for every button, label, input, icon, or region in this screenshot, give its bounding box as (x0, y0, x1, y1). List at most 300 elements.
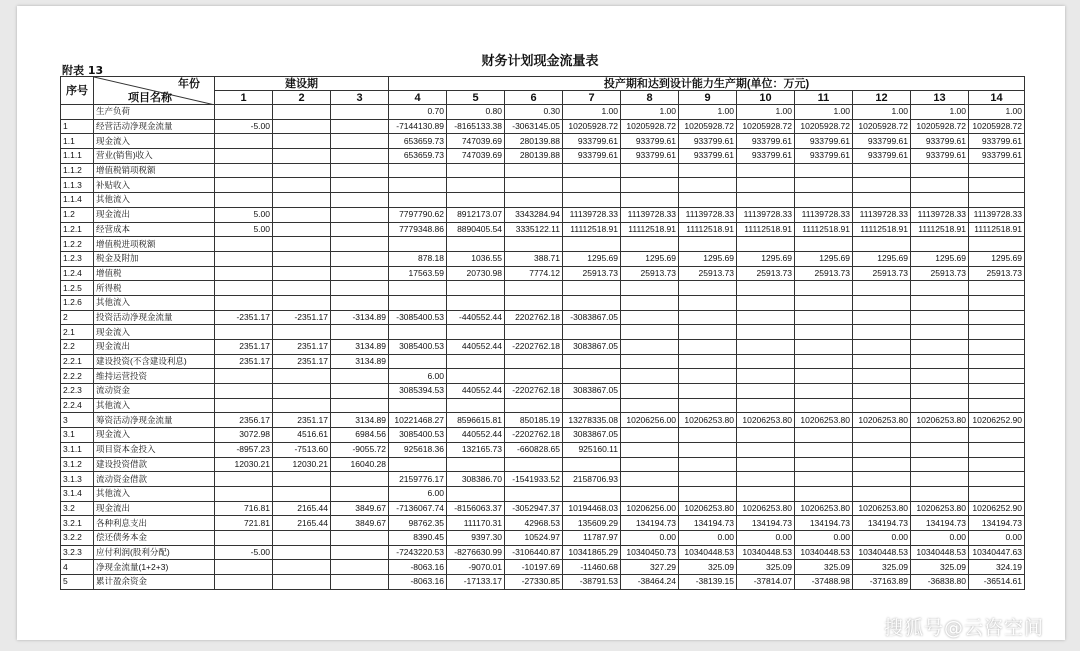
value-cell (969, 310, 1025, 325)
value-cell: 1.00 (795, 105, 853, 120)
value-cell: 10206256.00 (621, 501, 679, 516)
value-cell (853, 384, 911, 399)
row-item-name: 偿还债务本金 (94, 530, 215, 545)
value-cell (331, 237, 389, 252)
value-cell (621, 295, 679, 310)
value-cell (621, 472, 679, 487)
value-cell (911, 472, 969, 487)
value-cell (331, 530, 389, 545)
value-cell (911, 281, 969, 296)
value-cell (273, 325, 331, 340)
value-cell (853, 442, 911, 457)
value-cell: 10205928.72 (737, 119, 795, 134)
value-cell: 11787.97 (563, 530, 621, 545)
value-cell (331, 222, 389, 237)
serial-header: 序号 (61, 77, 94, 105)
value-cell (911, 428, 969, 443)
value-cell: 0.00 (621, 530, 679, 545)
value-cell: -9055.72 (331, 442, 389, 457)
value-cell (273, 384, 331, 399)
row-serial: 2.2.1 (61, 354, 94, 369)
value-cell (273, 369, 331, 384)
value-cell: 11139728.33 (563, 207, 621, 222)
table-row (61, 134, 1025, 149)
value-cell (911, 310, 969, 325)
table-row (61, 340, 1025, 355)
value-cell (911, 340, 969, 355)
value-cell (563, 281, 621, 296)
value-cell (273, 237, 331, 252)
value-cell: 17563.59 (389, 266, 447, 281)
value-cell (737, 428, 795, 443)
value-cell (621, 457, 679, 472)
value-cell (563, 369, 621, 384)
value-cell (679, 281, 737, 296)
value-cell: 2351.17 (273, 340, 331, 355)
table-row (61, 472, 1025, 487)
table-row (61, 266, 1025, 281)
value-cell: 134194.73 (737, 516, 795, 531)
value-cell (331, 207, 389, 222)
value-cell: 3134.89 (331, 413, 389, 428)
table-row (61, 237, 1025, 252)
value-cell (911, 442, 969, 457)
value-cell (911, 295, 969, 310)
value-cell: 11112518.91 (795, 222, 853, 237)
value-cell: -8063.16 (389, 560, 447, 575)
value-cell: 10205928.72 (563, 119, 621, 134)
value-cell (273, 295, 331, 310)
row-item-name: 维持运营投资 (94, 369, 215, 384)
value-cell (505, 193, 563, 208)
value-cell: -1541933.52 (505, 472, 563, 487)
value-cell (215, 134, 273, 149)
row-item-name: 增值税 (94, 266, 215, 281)
value-cell: 10206253.80 (679, 501, 737, 516)
table-row (61, 295, 1025, 310)
value-cell: 933799.61 (563, 149, 621, 164)
table-row (61, 354, 1025, 369)
value-cell: -36838.80 (911, 575, 969, 590)
value-cell: -3106440.87 (505, 545, 563, 560)
value-cell (505, 237, 563, 252)
value-cell (563, 237, 621, 252)
value-cell (215, 266, 273, 281)
row-item-name: 其他流入 (94, 295, 215, 310)
table-row (61, 501, 1025, 516)
row-serial: 2 (61, 310, 94, 325)
value-cell (563, 457, 621, 472)
value-cell (853, 295, 911, 310)
value-cell (853, 428, 911, 443)
value-cell (389, 325, 447, 340)
value-cell (853, 310, 911, 325)
value-cell: 0.70 (389, 105, 447, 120)
value-cell (969, 178, 1025, 193)
value-cell: 2356.17 (215, 413, 273, 428)
value-cell: 325.09 (737, 560, 795, 575)
value-cell: 653659.73 (389, 149, 447, 164)
value-cell: 0.80 (447, 105, 505, 120)
value-cell (389, 163, 447, 178)
value-cell (853, 237, 911, 252)
value-cell (679, 384, 737, 399)
row-item-name: 各种利息支出 (94, 516, 215, 531)
row-item-name: 其他流入 (94, 193, 215, 208)
value-cell (331, 251, 389, 266)
value-cell (563, 178, 621, 193)
value-cell: 0.30 (505, 105, 563, 120)
value-cell (911, 384, 969, 399)
value-cell (215, 472, 273, 487)
value-cell: 933799.61 (679, 149, 737, 164)
value-cell (447, 486, 505, 501)
value-cell (969, 398, 1025, 413)
value-cell: 747039.69 (447, 134, 505, 149)
value-cell: 8912173.07 (447, 207, 505, 222)
value-cell (273, 560, 331, 575)
value-cell (795, 163, 853, 178)
value-cell: -9070.01 (447, 560, 505, 575)
value-cell: 10206253.80 (737, 413, 795, 428)
table-row (61, 178, 1025, 193)
value-cell: 11112518.91 (679, 222, 737, 237)
table-row (61, 398, 1025, 413)
value-cell: 3085394.53 (389, 384, 447, 399)
row-item-name: 现金流入 (94, 134, 215, 149)
value-cell (215, 281, 273, 296)
value-cell: 10206253.80 (853, 413, 911, 428)
row-serial: 1.2.6 (61, 295, 94, 310)
year-column-header: 6 (505, 91, 563, 105)
row-serial: 1.2.3 (61, 251, 94, 266)
value-cell (273, 266, 331, 281)
value-cell: 933799.61 (679, 134, 737, 149)
watermark: 搜狐号@云咨空间 (884, 617, 1045, 639)
value-cell (331, 193, 389, 208)
value-cell (331, 486, 389, 501)
value-cell: -2202762.18 (505, 384, 563, 399)
value-cell: 10205928.72 (969, 119, 1025, 134)
value-cell (389, 237, 447, 252)
value-cell: 716.81 (215, 501, 273, 516)
value-cell: 324.19 (969, 560, 1025, 575)
value-cell: 325.09 (679, 560, 737, 575)
year-column-header: 3 (331, 91, 389, 105)
row-item-name: 所得税 (94, 281, 215, 296)
table-row (61, 486, 1025, 501)
value-cell: 11112518.91 (853, 222, 911, 237)
value-cell: 2351.17 (215, 354, 273, 369)
value-cell (853, 340, 911, 355)
value-cell (621, 398, 679, 413)
value-cell (795, 428, 853, 443)
value-cell: 25913.73 (563, 266, 621, 281)
value-cell (215, 149, 273, 164)
value-cell (795, 325, 853, 340)
value-cell: 3849.67 (331, 516, 389, 531)
value-cell (969, 281, 1025, 296)
value-cell (215, 486, 273, 501)
value-cell (969, 325, 1025, 340)
value-cell (969, 472, 1025, 487)
table-row (61, 281, 1025, 296)
year-column-header: 10 (737, 91, 795, 105)
value-cell (331, 178, 389, 193)
value-cell (795, 281, 853, 296)
value-cell (679, 442, 737, 457)
table-row (61, 163, 1025, 178)
year-column-header: 8 (621, 91, 679, 105)
row-item-name: 流动资金借款 (94, 472, 215, 487)
value-cell (331, 560, 389, 575)
row-serial (61, 105, 94, 120)
value-cell (911, 354, 969, 369)
year-column-header: 11 (795, 91, 853, 105)
value-cell: 440552.44 (447, 384, 505, 399)
table-label: 附表 13 (62, 64, 104, 77)
value-cell (795, 178, 853, 193)
value-cell: 3085400.53 (389, 428, 447, 443)
value-cell (969, 442, 1025, 457)
value-cell: 10340448.53 (737, 545, 795, 560)
row-item-name: 投资活动净现金流量 (94, 310, 215, 325)
value-cell (273, 486, 331, 501)
cash-flow-table (60, 76, 1025, 590)
row-item-name: 现金流出 (94, 207, 215, 222)
value-cell: 8390.45 (389, 530, 447, 545)
value-cell (853, 178, 911, 193)
value-cell (273, 119, 331, 134)
value-cell: 134194.73 (621, 516, 679, 531)
value-cell (331, 384, 389, 399)
value-cell: -2202762.18 (505, 428, 563, 443)
value-cell (679, 340, 737, 355)
row-serial: 3.2.2 (61, 530, 94, 545)
row-serial: 1.1.2 (61, 163, 94, 178)
value-cell (853, 472, 911, 487)
row-serial: 3.2.1 (61, 516, 94, 531)
value-cell: 1036.55 (447, 251, 505, 266)
value-cell (911, 325, 969, 340)
value-cell (737, 193, 795, 208)
value-cell (505, 354, 563, 369)
value-cell: 653659.73 (389, 134, 447, 149)
value-cell: 10205928.72 (621, 119, 679, 134)
value-cell: 10206252.90 (969, 413, 1025, 428)
row-serial: 1.2.1 (61, 222, 94, 237)
value-cell: -3134.89 (331, 310, 389, 325)
row-serial: 1.2.2 (61, 237, 94, 252)
value-cell: 5.00 (215, 222, 273, 237)
value-cell: 13278335.08 (563, 413, 621, 428)
value-cell (273, 149, 331, 164)
value-cell (273, 222, 331, 237)
value-cell (273, 575, 331, 590)
value-cell (795, 369, 853, 384)
value-cell: 3849.67 (331, 501, 389, 516)
value-cell (621, 428, 679, 443)
value-cell (737, 325, 795, 340)
value-cell (969, 163, 1025, 178)
value-cell (331, 134, 389, 149)
value-cell (679, 369, 737, 384)
table-body (61, 105, 1025, 590)
value-cell (331, 472, 389, 487)
value-cell (795, 472, 853, 487)
value-cell: 1295.69 (795, 251, 853, 266)
value-cell (795, 340, 853, 355)
value-cell (273, 251, 331, 266)
value-cell (563, 486, 621, 501)
value-cell (505, 457, 563, 472)
value-cell (969, 457, 1025, 472)
value-cell: 25913.73 (911, 266, 969, 281)
value-cell (563, 193, 621, 208)
value-cell (621, 340, 679, 355)
value-cell: 327.29 (621, 560, 679, 575)
value-cell (389, 193, 447, 208)
value-cell (389, 281, 447, 296)
row-item-name: 现金流出 (94, 501, 215, 516)
value-cell (331, 295, 389, 310)
value-cell: 11139728.33 (737, 207, 795, 222)
value-cell (215, 295, 273, 310)
row-item-name: 筹资活动净现金流量 (94, 413, 215, 428)
value-cell: 933799.61 (737, 134, 795, 149)
value-cell: 7774.12 (505, 266, 563, 281)
value-cell (853, 354, 911, 369)
value-cell: 4516.61 (273, 428, 331, 443)
value-cell: 11112518.91 (563, 222, 621, 237)
value-cell (215, 560, 273, 575)
value-cell: 12030.21 (215, 457, 273, 472)
value-cell: 10206253.80 (795, 413, 853, 428)
value-cell: 6984.56 (331, 428, 389, 443)
row-serial: 1.1.3 (61, 178, 94, 193)
value-cell: 2158706.93 (563, 472, 621, 487)
value-cell (331, 281, 389, 296)
value-cell: 325.09 (911, 560, 969, 575)
value-cell: 933799.61 (969, 149, 1025, 164)
value-cell (621, 354, 679, 369)
value-cell: 933799.61 (563, 134, 621, 149)
value-cell: 11112518.91 (737, 222, 795, 237)
value-cell (679, 486, 737, 501)
value-cell (215, 251, 273, 266)
row-item-name: 累计盈余资金 (94, 575, 215, 590)
value-cell (911, 486, 969, 501)
value-cell (795, 237, 853, 252)
value-cell: -38464.24 (621, 575, 679, 590)
value-cell (679, 193, 737, 208)
value-cell (505, 178, 563, 193)
value-cell (331, 266, 389, 281)
value-cell: 933799.61 (853, 149, 911, 164)
value-cell: 440552.44 (447, 428, 505, 443)
row-serial: 3.2 (61, 501, 94, 516)
value-cell (447, 398, 505, 413)
value-cell (215, 105, 273, 120)
value-cell: -36514.61 (969, 575, 1025, 590)
row-item-name: 增值税进项税额 (94, 237, 215, 252)
value-cell: 10206256.00 (621, 413, 679, 428)
value-cell: -38139.15 (679, 575, 737, 590)
value-cell: 933799.61 (795, 134, 853, 149)
value-cell (795, 457, 853, 472)
value-cell: 1295.69 (853, 251, 911, 266)
value-cell (331, 575, 389, 590)
row-serial: 3.2.3 (61, 545, 94, 560)
value-cell (273, 105, 331, 120)
value-cell: 933799.61 (911, 134, 969, 149)
value-cell: -10197.69 (505, 560, 563, 575)
value-cell (273, 398, 331, 413)
year-column-header: 1 (215, 91, 273, 105)
value-cell: 1.00 (737, 105, 795, 120)
value-cell (853, 325, 911, 340)
value-cell: 10206253.80 (795, 501, 853, 516)
row-serial: 2.2.3 (61, 384, 94, 399)
row-serial: 2.2.4 (61, 398, 94, 413)
value-cell (331, 398, 389, 413)
value-cell (505, 295, 563, 310)
value-cell: 3134.89 (331, 354, 389, 369)
value-cell (447, 178, 505, 193)
row-item-name: 现金流出 (94, 340, 215, 355)
year-column-header: 2 (273, 91, 331, 105)
table-row (61, 516, 1025, 531)
value-cell: -7136067.74 (389, 501, 447, 516)
row-serial: 4 (61, 560, 94, 575)
table-row (61, 193, 1025, 208)
value-cell: 10205928.72 (911, 119, 969, 134)
value-cell (911, 178, 969, 193)
value-cell: 10340448.53 (795, 545, 853, 560)
value-cell (621, 325, 679, 340)
value-cell: 2351.17 (215, 340, 273, 355)
value-cell (447, 237, 505, 252)
year-column-header: 4 (389, 91, 447, 105)
value-cell: 11139728.33 (679, 207, 737, 222)
row-serial: 3.1 (61, 428, 94, 443)
value-cell (737, 442, 795, 457)
year-column-header: 14 (969, 91, 1025, 105)
value-cell: 10194468.03 (563, 501, 621, 516)
value-cell (853, 457, 911, 472)
value-cell: -2351.17 (215, 310, 273, 325)
value-cell: 2159776.17 (389, 472, 447, 487)
value-cell: 440552.44 (447, 340, 505, 355)
value-cell: 1295.69 (911, 251, 969, 266)
value-cell: 8596615.81 (447, 413, 505, 428)
value-cell (621, 281, 679, 296)
value-cell (737, 398, 795, 413)
table-row (61, 530, 1025, 545)
value-cell (853, 163, 911, 178)
value-cell (737, 340, 795, 355)
value-cell (331, 163, 389, 178)
value-cell: 1295.69 (969, 251, 1025, 266)
value-cell (679, 472, 737, 487)
value-cell (737, 384, 795, 399)
value-cell: 132165.73 (447, 442, 505, 457)
value-cell (621, 163, 679, 178)
value-cell: 0.00 (853, 530, 911, 545)
value-cell (737, 486, 795, 501)
value-cell: -440552.44 (447, 310, 505, 325)
value-cell (795, 354, 853, 369)
